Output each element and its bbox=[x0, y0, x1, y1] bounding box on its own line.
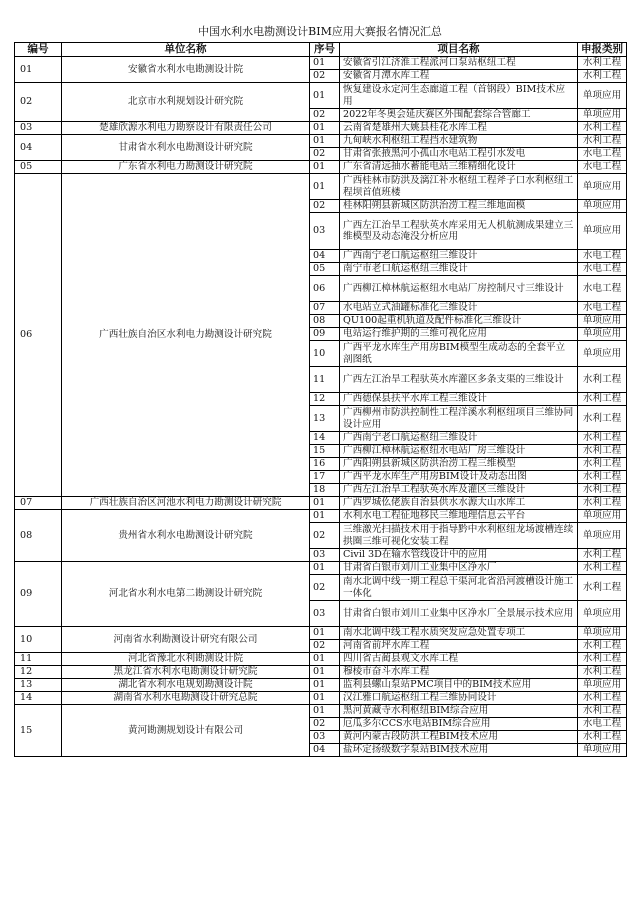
seq-cell: 01 bbox=[310, 122, 340, 135]
seq-cell: 03 bbox=[310, 731, 340, 744]
seq-cell: 01 bbox=[310, 510, 340, 523]
seq-cell: 17 bbox=[310, 471, 340, 484]
seq-cell: 14 bbox=[310, 432, 340, 445]
seq-cell: 16 bbox=[310, 458, 340, 471]
unit-number-cell: 15 bbox=[15, 705, 62, 757]
seq-cell: 13 bbox=[310, 406, 340, 432]
category-cell: 水利工程 bbox=[578, 484, 627, 497]
unit-number-cell: 14 bbox=[15, 692, 62, 705]
unit-number-cell: 02 bbox=[15, 83, 62, 122]
category-cell: 水利工程 bbox=[578, 122, 627, 135]
category-cell: 单项应用 bbox=[578, 174, 627, 200]
project-name-cell: 甘肃省白银市刘川工业集中区净水厂全景展示技术应用 bbox=[340, 601, 578, 627]
table-row bbox=[15, 57, 627, 70]
unit-number-cell: 11 bbox=[15, 653, 62, 666]
category-cell: 水利工程 bbox=[578, 445, 627, 458]
project-name-cell: 电站运行维护期的三维可视化应用 bbox=[340, 328, 578, 341]
unit-name-cell: 湖南省水利水电勘测设计研究总院 bbox=[62, 692, 310, 705]
project-name-cell: 南水北调中线一期工程总干渠河北省沿河渡槽设计施工一体化 bbox=[340, 575, 578, 601]
category-cell: 水利工程 bbox=[578, 705, 627, 718]
category-cell: 单项应用 bbox=[578, 83, 627, 109]
seq-cell: 03 bbox=[310, 213, 340, 250]
seq-cell: 04 bbox=[310, 250, 340, 263]
seq-cell: 06 bbox=[310, 276, 340, 302]
category-cell: 单项应用 bbox=[578, 744, 627, 757]
category-cell: 单项应用 bbox=[578, 109, 627, 122]
unit-name-cell: 北京市水利规划设计研究院 bbox=[62, 83, 310, 122]
seq-cell: 01 bbox=[310, 679, 340, 692]
project-name-cell: 监利县螺山泵站PMC项目中的BIM技术应用 bbox=[340, 679, 578, 692]
seq-cell: 01 bbox=[310, 627, 340, 640]
table-row bbox=[15, 666, 627, 679]
seq-cell: 01 bbox=[310, 692, 340, 705]
unit-number-cell: 04 bbox=[15, 135, 62, 161]
table-row bbox=[15, 83, 627, 109]
header-unit-name: 单位名称 bbox=[62, 43, 310, 57]
project-name-cell: 广西左江治旱工程驮英水库及灌区三维设计 bbox=[340, 484, 578, 497]
unit-name-cell: 河南省水利勘测设计研究有限公司 bbox=[62, 627, 310, 653]
category-cell: 水利工程 bbox=[578, 70, 627, 83]
unit-name-cell: 黄河勘测规划设计有限公司 bbox=[62, 705, 310, 757]
unit-name-cell: 楚雄欣源水利电力勘察设计有限责任公司 bbox=[62, 122, 310, 135]
project-name-cell: 黑河黄藏寺水利枢纽BIM综合应用 bbox=[340, 705, 578, 718]
category-cell: 水利工程 bbox=[578, 367, 627, 393]
project-name-cell: 安徽省月潭水库工程 bbox=[340, 70, 578, 83]
seq-cell: 02 bbox=[310, 718, 340, 731]
seq-cell: 01 bbox=[310, 174, 340, 200]
category-cell: 水利工程 bbox=[578, 57, 627, 70]
unit-name-cell: 黑龙江省水利水电勘测设计研究院 bbox=[62, 666, 310, 679]
project-name-cell: 广西罗城仫佬族自治县供水水源大山水库工 bbox=[340, 497, 578, 510]
project-name-cell: 广西南宁老口航运枢纽三维设计 bbox=[340, 250, 578, 263]
seq-cell: 02 bbox=[310, 109, 340, 122]
category-cell: 单项应用 bbox=[578, 200, 627, 213]
project-name-cell: 广东省清远抽水蓄能电站三维精细化设计 bbox=[340, 161, 578, 174]
category-cell: 水电工程 bbox=[578, 263, 627, 276]
project-name-cell: QU100起重机轨道及配件标准化三维设计 bbox=[340, 315, 578, 328]
unit-name-cell: 河北省豫北水利勘测设计院 bbox=[62, 653, 310, 666]
project-name-cell: 广西左江治旱工程驮英水库采用无人机航测成果建立三维模型及动态淹没分析应用 bbox=[340, 213, 578, 250]
project-name-cell: 广西平龙水库生产用房BIM设计及动态出图 bbox=[340, 471, 578, 484]
seq-cell: 07 bbox=[310, 302, 340, 315]
category-cell: 单项应用 bbox=[578, 315, 627, 328]
unit-name-cell: 湖北省水利水电规划勘测设计院 bbox=[62, 679, 310, 692]
project-name-cell: 甘肃省张掖黑河小孤山水电站工程引水发电 bbox=[340, 148, 578, 161]
registration-table bbox=[14, 42, 627, 757]
project-name-cell: 广西柳江樟林航运枢纽水电站厂房三维设计 bbox=[340, 445, 578, 458]
seq-cell: 01 bbox=[310, 135, 340, 148]
category-cell: 水利工程 bbox=[578, 497, 627, 510]
seq-cell: 05 bbox=[310, 263, 340, 276]
table-row bbox=[15, 161, 627, 174]
seq-cell: 01 bbox=[310, 497, 340, 510]
unit-number-cell: 13 bbox=[15, 679, 62, 692]
document-title: 中国水利水电勘测设计BIM应用大赛报名情况汇总 bbox=[198, 25, 442, 38]
category-cell: 水利工程 bbox=[578, 640, 627, 653]
seq-cell: 02 bbox=[310, 575, 340, 601]
category-cell: 水电工程 bbox=[578, 148, 627, 161]
project-name-cell: 汉江雅口航运枢纽工程三维协同设计 bbox=[340, 692, 578, 705]
table-row bbox=[15, 135, 627, 148]
category-cell: 单项应用 bbox=[578, 328, 627, 341]
project-name-cell: 三维激光扫描技术用于指导黔中水利枢纽龙场渡槽连续拱圈三维可视化安装工程 bbox=[340, 523, 578, 549]
seq-cell: 18 bbox=[310, 484, 340, 497]
category-cell: 水利工程 bbox=[578, 666, 627, 679]
project-name-cell: 桂林阳朔县新城区防洪治涝工程三维地面模 bbox=[340, 200, 578, 213]
category-cell: 水电工程 bbox=[578, 250, 627, 263]
seq-cell: 04 bbox=[310, 744, 340, 757]
header-seq: 序号 bbox=[310, 43, 340, 57]
table-row bbox=[15, 562, 627, 575]
category-cell: 水利工程 bbox=[578, 692, 627, 705]
unit-number-cell: 03 bbox=[15, 122, 62, 135]
unit-number-cell: 10 bbox=[15, 627, 62, 653]
category-cell: 水利工程 bbox=[578, 135, 627, 148]
project-name-cell: 广西左江治旱工程驮英水库灌区多条支渠的三维设计 bbox=[340, 367, 578, 393]
project-name-cell: 四川省古蔺县观文水库工程 bbox=[340, 653, 578, 666]
unit-name-cell: 广东省水利电力勘测设计研究院 bbox=[62, 161, 310, 174]
unit-name-cell: 贵州省水利水电勘测设计研究院 bbox=[62, 510, 310, 562]
seq-cell: 12 bbox=[310, 393, 340, 406]
project-name-cell: 广西柳州市防洪控制性工程洋溪水利枢纽项目三维协同设计应用 bbox=[340, 406, 578, 432]
category-cell: 单项应用 bbox=[578, 213, 627, 250]
project-name-cell: 广西桂林市防洪及漓江补水枢纽工程斧子口水利枢纽工程坝首值班楼 bbox=[340, 174, 578, 200]
category-cell: 水电工程 bbox=[578, 161, 627, 174]
header-category: 申报类别 bbox=[578, 43, 627, 57]
seq-cell: 02 bbox=[310, 70, 340, 83]
table-row bbox=[15, 705, 627, 718]
unit-number-cell: 06 bbox=[15, 174, 62, 497]
category-cell: 水利工程 bbox=[578, 458, 627, 471]
unit-name-cell: 安徽省水利水电勘测设计院 bbox=[62, 57, 310, 83]
table-header-row bbox=[15, 43, 627, 57]
seq-cell: 02 bbox=[310, 640, 340, 653]
seq-cell: 09 bbox=[310, 328, 340, 341]
seq-cell: 01 bbox=[310, 57, 340, 70]
seq-cell: 01 bbox=[310, 562, 340, 575]
category-cell: 单项应用 bbox=[578, 679, 627, 692]
unit-number-cell: 09 bbox=[15, 562, 62, 627]
table-row bbox=[15, 679, 627, 692]
unit-name-cell: 甘肃省水利水电勘测设计研究院 bbox=[62, 135, 310, 161]
seq-cell: 01 bbox=[310, 83, 340, 109]
category-cell: 单项应用 bbox=[578, 627, 627, 640]
unit-number-cell: 12 bbox=[15, 666, 62, 679]
category-cell: 单项应用 bbox=[578, 341, 627, 367]
seq-cell: 10 bbox=[310, 341, 340, 367]
seq-cell: 03 bbox=[310, 601, 340, 627]
project-name-cell: 南宁市老口航运枢纽三维设计 bbox=[340, 263, 578, 276]
seq-cell: 01 bbox=[310, 705, 340, 718]
project-name-cell: 九甸峡水利枢纽工程挡水建筑物 bbox=[340, 135, 578, 148]
seq-cell: 01 bbox=[310, 161, 340, 174]
unit-number-cell: 08 bbox=[15, 510, 62, 562]
table-body bbox=[15, 57, 627, 757]
table-row bbox=[15, 174, 627, 200]
category-cell: 水电工程 bbox=[578, 276, 627, 302]
project-name-cell: 广西平龙水库生产用房BIM模型生成动态的全套平立剖图纸 bbox=[340, 341, 578, 367]
table-row bbox=[15, 510, 627, 523]
seq-cell: 02 bbox=[310, 200, 340, 213]
project-name-cell: 河南省前坪水库工程 bbox=[340, 640, 578, 653]
category-cell: 单项应用 bbox=[578, 510, 627, 523]
project-name-cell: 南水北调中线工程水质突发应急处置专项工 bbox=[340, 627, 578, 640]
category-cell: 水利工程 bbox=[578, 393, 627, 406]
unit-name-cell: 广西壮族自治区河池水利电力勘测设计研究院 bbox=[62, 497, 310, 510]
category-cell: 水电工程 bbox=[578, 302, 627, 315]
unit-number-cell: 01 bbox=[15, 57, 62, 83]
table-row bbox=[15, 653, 627, 666]
seq-cell: 15 bbox=[310, 445, 340, 458]
project-name-cell: 安徽省引江济淮工程派河口泵站枢纽工程 bbox=[340, 57, 578, 70]
header-project-name: 项目名称 bbox=[340, 43, 578, 57]
seq-cell: 11 bbox=[310, 367, 340, 393]
table-row bbox=[15, 122, 627, 135]
seq-cell: 02 bbox=[310, 148, 340, 161]
project-name-cell: 盐环定扬级数字泵站BIM技术应用 bbox=[340, 744, 578, 757]
project-name-cell: 云南省楚雄州大姚县桂花水库工程 bbox=[340, 122, 578, 135]
category-cell: 水利工程 bbox=[578, 432, 627, 445]
project-name-cell: 广西阳朔县新城区防洪治涝工程三维模型 bbox=[340, 458, 578, 471]
category-cell: 水利工程 bbox=[578, 562, 627, 575]
project-name-cell: 2022年冬奥会延庆赛区外围配套综合管廊工 bbox=[340, 109, 578, 122]
project-name-cell: 广西德保县扶平水库工程三维设计 bbox=[340, 393, 578, 406]
seq-cell: 01 bbox=[310, 666, 340, 679]
header-number: 编号 bbox=[15, 43, 62, 57]
project-name-cell: 恢复建设永定河生态廊道工程（首钢段）BIM技术应用 bbox=[340, 83, 578, 109]
seq-cell: 02 bbox=[310, 523, 340, 549]
category-cell: 水利工程 bbox=[578, 575, 627, 601]
unit-number-cell: 07 bbox=[15, 497, 62, 510]
table-row bbox=[15, 627, 627, 640]
category-cell: 水利工程 bbox=[578, 471, 627, 484]
table-row bbox=[15, 692, 627, 705]
category-cell: 水利工程 bbox=[578, 731, 627, 744]
project-name-cell: 穆棱市奋斗水库工程 bbox=[340, 666, 578, 679]
unit-name-cell: 河北省水利水电第二勘测设计研究院 bbox=[62, 562, 310, 627]
category-cell: 水利工程 bbox=[578, 653, 627, 666]
project-name-cell: 广西南宁老口航运枢纽三维设计 bbox=[340, 432, 578, 445]
seq-cell: 01 bbox=[310, 653, 340, 666]
project-name-cell: 广西柳江樟林航运枢纽水电站厂房控制尺寸三维设计 bbox=[340, 276, 578, 302]
project-name-cell: 厄瓜多尔CCS水电站BIM综合应用 bbox=[340, 718, 578, 731]
unit-name-cell: 广西壮族自治区水利电力勘测设计研究院 bbox=[62, 174, 310, 497]
category-cell: 单项应用 bbox=[578, 601, 627, 627]
project-name-cell: 水利水电工程征地移民三维地理信息云平台 bbox=[340, 510, 578, 523]
project-name-cell: Civil 3D在输水管线设计中的应用 bbox=[340, 549, 578, 562]
category-cell: 单项应用 bbox=[578, 523, 627, 549]
seq-cell: 08 bbox=[310, 315, 340, 328]
category-cell: 水电工程 bbox=[578, 718, 627, 731]
table-row bbox=[15, 497, 627, 510]
category-cell: 水利工程 bbox=[578, 549, 627, 562]
unit-number-cell: 05 bbox=[15, 161, 62, 174]
seq-cell: 03 bbox=[310, 549, 340, 562]
category-cell: 水利工程 bbox=[578, 406, 627, 432]
project-name-cell: 甘肃省白银市刘川工业集中区净水厂 bbox=[340, 562, 578, 575]
project-name-cell: 水电站立式油罐标准化三维设计 bbox=[340, 302, 578, 315]
project-name-cell: 黄河内蒙古段防洪工程BIM技术应用 bbox=[340, 731, 578, 744]
